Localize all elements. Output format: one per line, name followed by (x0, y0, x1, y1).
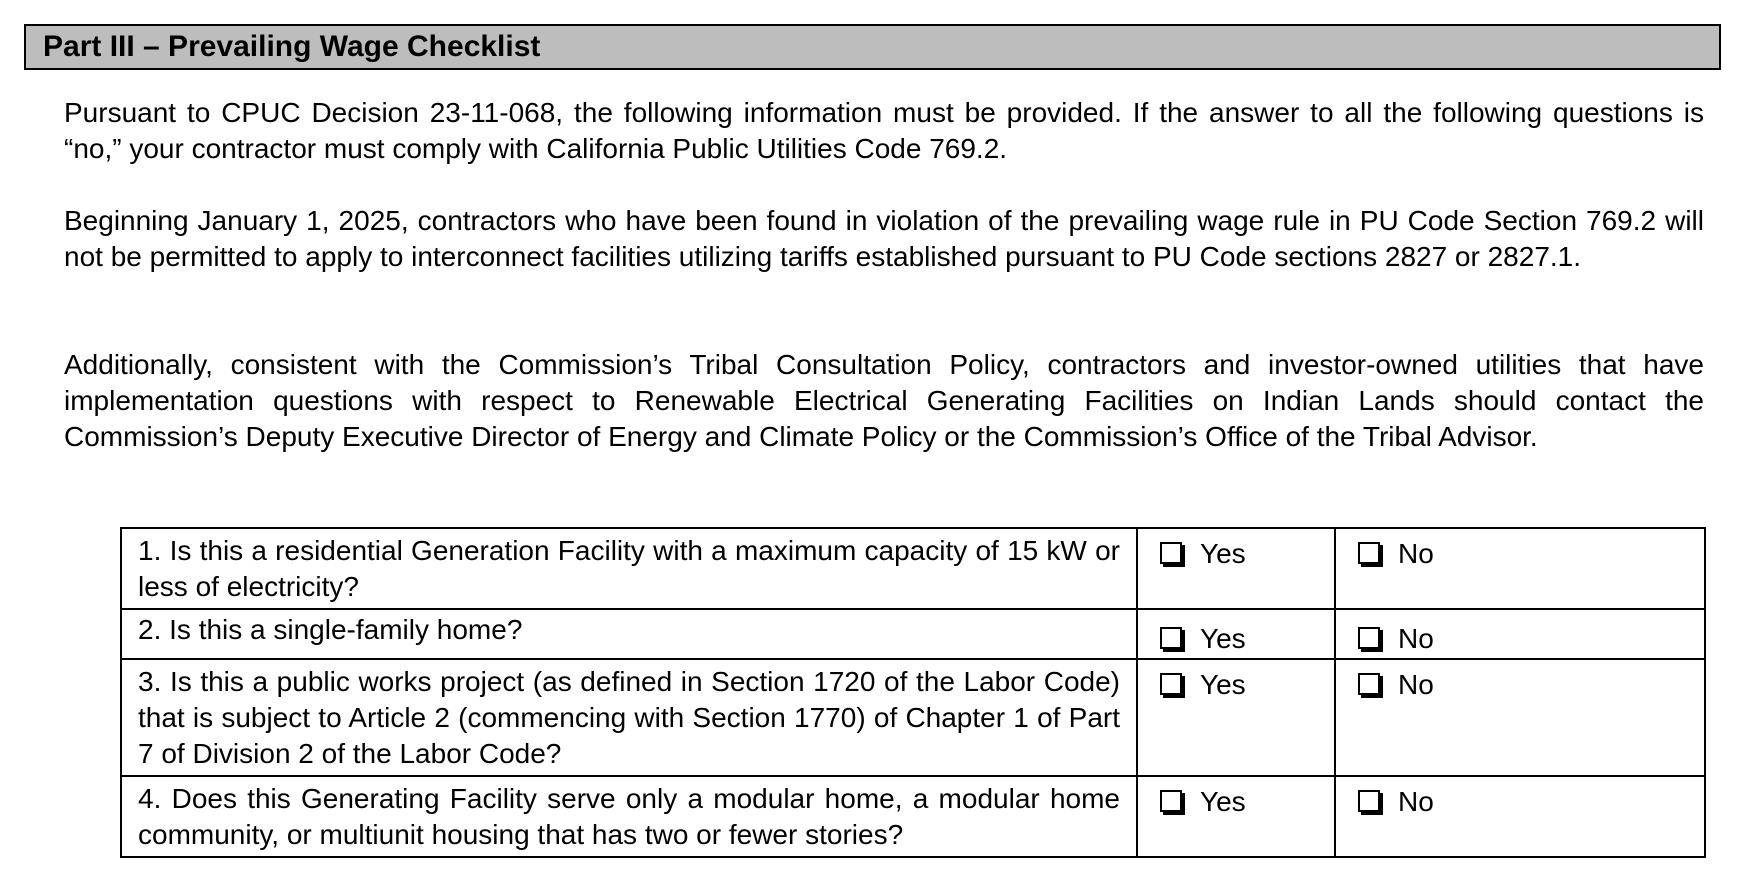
question-3-yes-checkbox[interactable] (1160, 673, 1182, 695)
question-2-yes-option[interactable] (1160, 622, 1246, 656)
question-1-no-option[interactable] (1358, 537, 1434, 571)
question-3-no-cell (1335, 659, 1705, 776)
table-row (121, 609, 1705, 659)
question-1-text: 1. Is this a residential Generation Facility with a maximum capacity of 15 kW or less of electricity? (121, 528, 1137, 609)
question-1-yes-option[interactable] (1160, 537, 1246, 571)
question-3-no-checkbox[interactable] (1358, 673, 1380, 695)
no-label: No (1398, 786, 1434, 817)
question-3-yes-option[interactable] (1160, 668, 1246, 702)
yes-label: Yes (1200, 669, 1246, 700)
question-4-no-checkbox[interactable] (1358, 790, 1380, 812)
question-2-no-cell (1335, 609, 1705, 659)
tribal-consultation-paragraph: Additionally, consistent with the Commission’s Tribal Consultation Policy, contractors and investor-owned utilities that have implementation questions with respect to Renewable Electrical Generating Facilities on Indian Lands should contact the Commission’s Deputy Executive Director of Energy and Climate Policy or the Commission’s Office of the Tribal Advisor. (64, 349, 1704, 452)
question-2-text: 2. Is this a single-family home? (121, 609, 1137, 659)
section-title: Part III – Prevailing Wage Checklist (43, 30, 541, 63)
yes-label: Yes (1200, 623, 1246, 654)
table-row (121, 659, 1705, 776)
question-2-yes-cell (1137, 609, 1335, 659)
question-2-no-option[interactable] (1358, 622, 1434, 656)
question-4-no-cell (1335, 776, 1705, 857)
question-4-no-option[interactable] (1358, 785, 1434, 819)
no-label: No (1398, 669, 1434, 700)
section-header (24, 24, 1721, 70)
question-3-no-option[interactable] (1358, 668, 1434, 702)
question-1-no-cell (1335, 528, 1705, 609)
question-1-yes-checkbox[interactable] (1160, 542, 1182, 564)
table-row (121, 528, 1705, 609)
question-3-text: 3. Is this a public works project (as defined in Section 1720 of the Labor Code) that is subject to Article 2 (commencing with Section 1770) of Chapter 1 of Part 7 of Division 2 of the Labor Code? (121, 659, 1137, 776)
table-row (121, 776, 1705, 857)
no-label: No (1398, 538, 1434, 569)
question-2-no-checkbox[interactable] (1358, 627, 1380, 649)
question-3-yes-cell (1137, 659, 1335, 776)
question-1-no-checkbox[interactable] (1358, 542, 1380, 564)
question-4-text: 4. Does this Generating Facility serve only a modular home, a modular home community, or multiunit housing that has two or fewer stories? (121, 776, 1137, 857)
question-4-yes-checkbox[interactable] (1160, 790, 1182, 812)
yes-label: Yes (1200, 538, 1246, 569)
no-label: No (1398, 623, 1434, 654)
prevailing-wage-checklist-table (120, 527, 1706, 858)
question-4-yes-option[interactable] (1160, 785, 1246, 819)
question-2-yes-checkbox[interactable] (1160, 627, 1182, 649)
effective-date-paragraph: Beginning January 1, 2025, contractors who have been found in violation of the prevailing wage rule in PU Code Section 769.2 will not be permitted to apply to interconnect facilities utilizing tariffs established pursuant to PU Code sections 2827 or 2827.1. (64, 205, 1704, 272)
yes-label: Yes (1200, 786, 1246, 817)
intro-paragraph: Pursuant to CPUC Decision 23-11-068, the following information must be provided. If the answer to all the following questions is “no,” your contractor must comply with California Public Utilities Code 769.2. (64, 97, 1704, 164)
question-1-yes-cell (1137, 528, 1335, 609)
question-4-yes-cell (1137, 776, 1335, 857)
